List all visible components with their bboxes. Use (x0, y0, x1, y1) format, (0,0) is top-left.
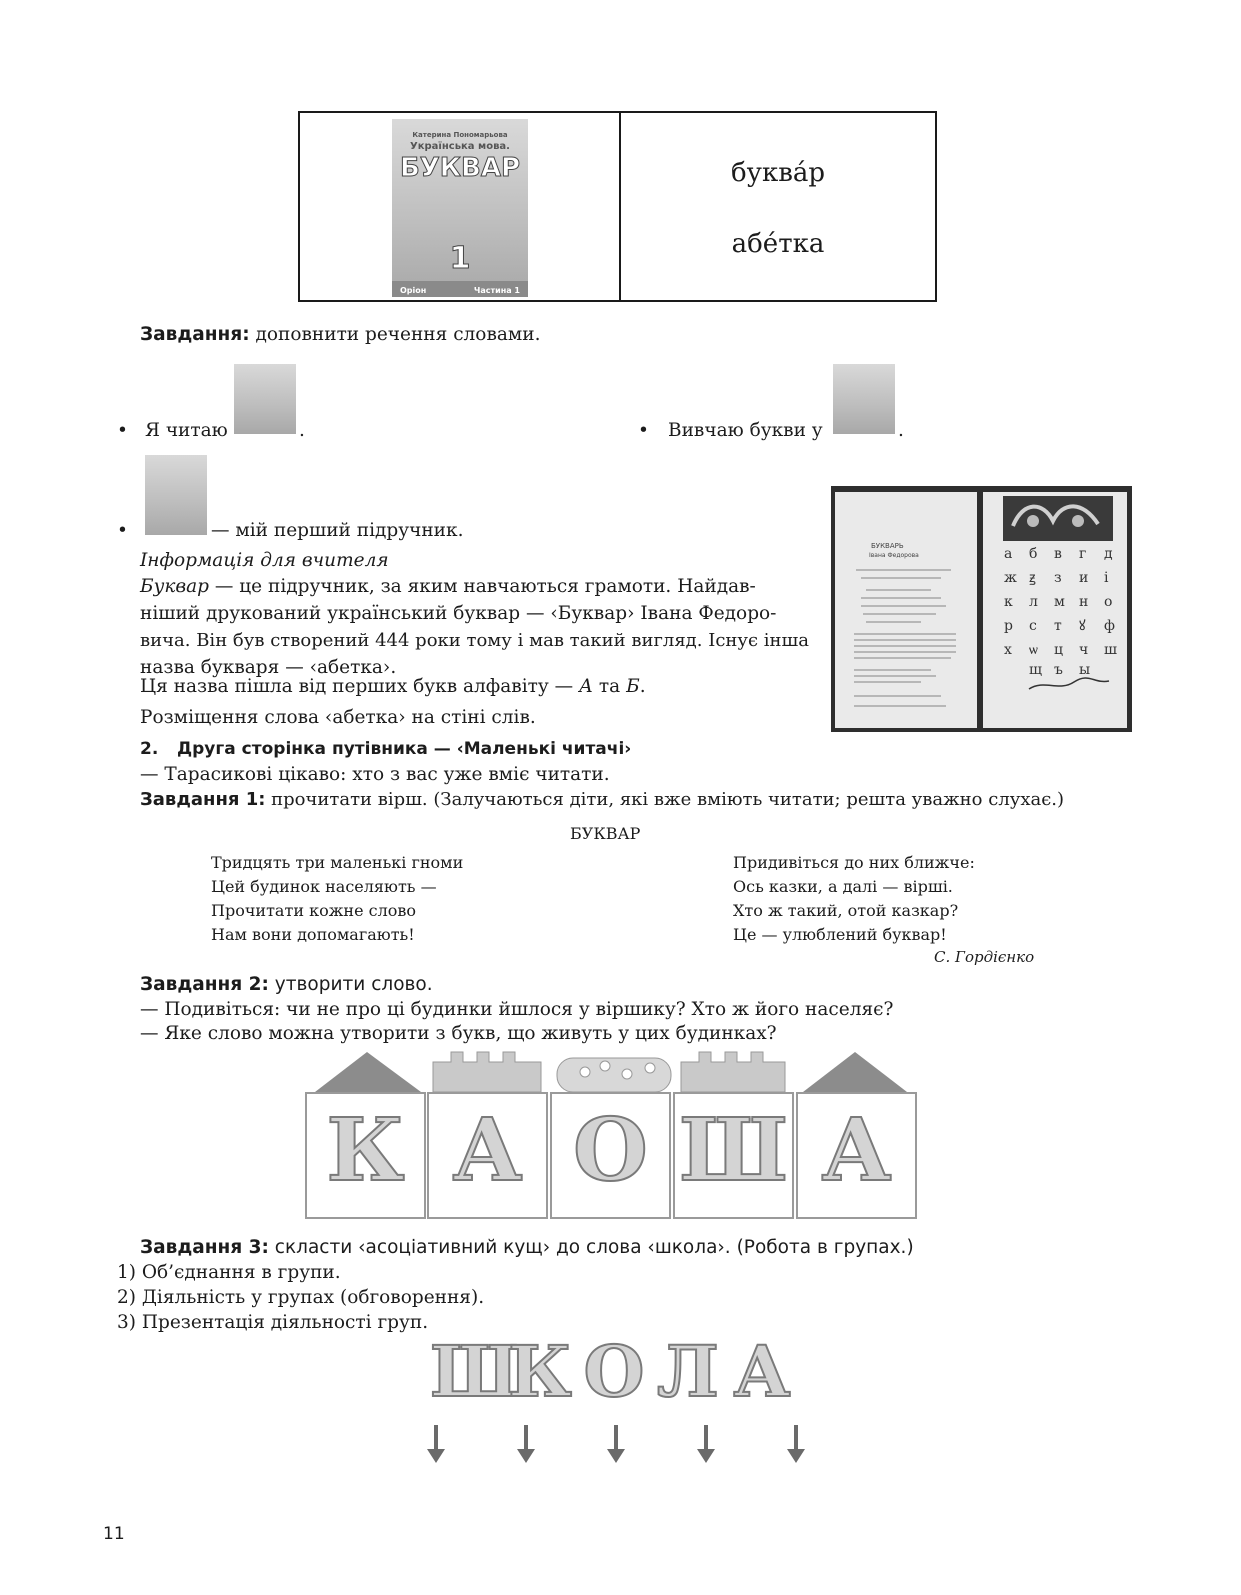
info-line-5-end: . (639, 676, 646, 697)
svg-text:ш: ш (1104, 642, 1118, 658)
poem-title: БУКВАР (570, 824, 641, 843)
house-roofs (305, 1048, 930, 1094)
info-line-5-a: Ця назва пішла від перших букв алфавіту — (140, 676, 580, 697)
poem-left-3: Прочитати кожне слово (211, 901, 417, 920)
info-letter-b: Б (626, 676, 640, 697)
word-abetka: абе́тка (731, 229, 825, 259)
svg-text:і: і (1104, 570, 1109, 586)
info-line-5-mid: та (593, 676, 627, 697)
svg-text:м: м (1054, 594, 1065, 610)
task-3-step-3: 3) Презентація діяльності груп. (117, 1312, 429, 1333)
svg-text:н: н (1079, 594, 1089, 610)
info-term: Буквар (140, 576, 210, 597)
cover-grade: 1 (449, 241, 471, 276)
svg-text:ц: ц (1054, 642, 1064, 658)
info-line-5 (140, 674, 646, 700)
house-3 (550, 1092, 671, 1219)
poem-right-1: Придивіться до них ближче: (733, 853, 975, 872)
svg-text:з: з (1054, 570, 1062, 586)
bullet-mark-3: • (117, 520, 128, 541)
house-letter-2: А (452, 1100, 523, 1201)
task-2-text: утворити слово. (268, 974, 433, 995)
info-line-4: назва букваря — ‹абетка›. (140, 657, 397, 678)
svg-text:и: и (1079, 570, 1089, 586)
down-arrows (420, 1425, 820, 1465)
info-line-1 (140, 574, 756, 600)
svg-text:с: с (1029, 618, 1037, 634)
school-letter-4: Л (657, 1330, 719, 1413)
task-3-label: Завдання 3: (140, 1237, 269, 1258)
svg-text:о: о (1104, 594, 1113, 610)
cover-author: Катерина Пономарьова (412, 131, 508, 139)
task-1-text: прочитати вірш. (Залучаються діти, які вже вміють читати; решта уважно слухає.) (265, 789, 1065, 810)
bullet-1-end: . (299, 420, 305, 441)
svg-text:л: л (1029, 594, 1038, 610)
task-2-label: Завдання 2: (140, 974, 269, 995)
task-2-question-1: — Подивіться: чи не про ці будинки йшлося у віршику? Хто ж його населяє? (140, 999, 894, 1020)
svg-text:в: в (1054, 546, 1062, 562)
cover-part: Частина 1 (473, 286, 520, 295)
svg-text:б: б (1029, 546, 1038, 562)
house-letter-5: А (821, 1100, 892, 1201)
svg-text:ъ: ъ (1054, 662, 1063, 678)
fedorov-bukvar-photo (831, 486, 1132, 732)
table-divider (619, 113, 621, 300)
bullet-2-end: . (898, 420, 904, 441)
house-5 (796, 1092, 917, 1219)
info-letter-a: А (579, 676, 594, 697)
school-letter-1: Ш (430, 1330, 519, 1413)
info-line-1-rest: — це підручник, за яким навчаються грамоти. Найдав- (209, 576, 756, 597)
svg-text:т: т (1054, 618, 1062, 634)
bullet-mark-2: • (638, 420, 649, 441)
svg-text:ч: ч (1079, 642, 1089, 658)
old-book-text-lines (851, 566, 961, 716)
task-1-label: Завдання 1: (140, 789, 266, 810)
section-2-number: 2. (140, 739, 159, 759)
task-3-line (140, 1235, 914, 1261)
school-word (430, 1330, 810, 1413)
section-2-title: Друга сторінка путівника — ‹Маленькі читачі› (177, 739, 632, 759)
svg-text:р: р (1004, 618, 1013, 634)
old-book-title: БУКВАРЬ (871, 542, 904, 550)
poem-right-4: Це — улюблений буквар! (733, 925, 947, 944)
bullet-2-text: Вивчаю букви у (668, 420, 823, 441)
cover-title: БУКВАР (399, 153, 521, 183)
bukvar-cover-image (392, 119, 528, 297)
svg-text:ы: ы (1079, 662, 1091, 678)
word-bukvar: буква́р (731, 158, 825, 188)
school-letter-3: О (583, 1330, 645, 1413)
bukvar-small-icon-1 (234, 364, 296, 434)
task-2-question-2: — Яке слово можна утворити з букв, що живуть у цих будинках? (140, 1023, 777, 1044)
bullet-3-text: — мій перший підручник. (211, 520, 464, 541)
house-letter-4: Ш (678, 1100, 789, 1201)
old-book-subtitle: Івана Федорова (869, 552, 919, 559)
school-letter-5: А (733, 1330, 791, 1413)
house-letter-1: К (326, 1100, 405, 1201)
house-2 (427, 1092, 548, 1219)
info-line-3: вича. Він був створений 444 роки тому і мав такий вигляд. Існує інша (140, 630, 810, 651)
svg-text:ж: ж (1004, 570, 1017, 586)
svg-text:д: д (1104, 546, 1113, 562)
svg-text:г: г (1079, 546, 1087, 562)
house-1 (305, 1092, 426, 1219)
old-book-ornament (1003, 496, 1113, 541)
poem-left-4: Нам вони допомагають! (211, 925, 415, 944)
poem-left-2: Цей будинок населяють — (211, 877, 437, 896)
svg-text:к: к (1004, 594, 1013, 610)
info-line-2: ніший друкований український буквар — ‹Буквар› Івана Федоро- (140, 603, 777, 624)
school-letter-2: К (508, 1330, 572, 1413)
poem-author: С. Гордієнко (934, 948, 1035, 966)
svg-text:щ: щ (1029, 662, 1043, 678)
svg-text:ф: ф (1104, 618, 1115, 634)
task-text: доповнити речення словами. (249, 324, 541, 345)
page-number: 11 (103, 1524, 125, 1544)
svg-text:ѡ: ѡ (1029, 642, 1038, 658)
cover-subject: Українська мова. (410, 141, 510, 152)
task-3-text: скласти ‹асоціативний кущ› до слова ‹школа›. (Робота в групах.) (268, 1237, 914, 1258)
task-3-step-2: 2) Діяльність у групах (обговорення). (117, 1287, 485, 1308)
svg-text:а: а (1004, 546, 1013, 562)
bullet-mark-1: • (117, 420, 128, 441)
bukvar-small-icon-3 (145, 455, 207, 535)
info-heading: Інформація для вчителя (140, 550, 389, 571)
bullet-1-text: Я читаю (145, 420, 228, 441)
poem-left-1: Тридцять три маленькі гноми (211, 853, 464, 872)
old-book-alphabet (999, 544, 1124, 694)
task-3-step-1: 1) Об’єднання в групи. (117, 1262, 341, 1283)
section-2-intro: — Тарасикові цікаво: хто з вас уже вміє читати. (140, 764, 610, 785)
poem-right-2: Ось казки, а далі — вірші. (733, 877, 953, 896)
svg-text:ꙃ: ꙃ (1029, 570, 1036, 586)
svg-text:х: х (1004, 642, 1012, 658)
task-2-line (140, 972, 433, 998)
house-4 (673, 1092, 794, 1219)
task-1-line (140, 787, 1064, 813)
poem-right-3: Хто ж такий, отой казкар? (733, 901, 959, 920)
info-line-6: Розміщення слова ‹абетка› на стіні слів. (140, 707, 536, 728)
house-letter-3: О (573, 1100, 648, 1201)
bukvar-small-icon-2 (833, 364, 895, 434)
task-label: Завдання: (140, 324, 250, 345)
task-line (140, 322, 541, 348)
cover-publisher: Оріон (400, 286, 427, 295)
svg-text:ꙋ: ꙋ (1079, 618, 1086, 634)
